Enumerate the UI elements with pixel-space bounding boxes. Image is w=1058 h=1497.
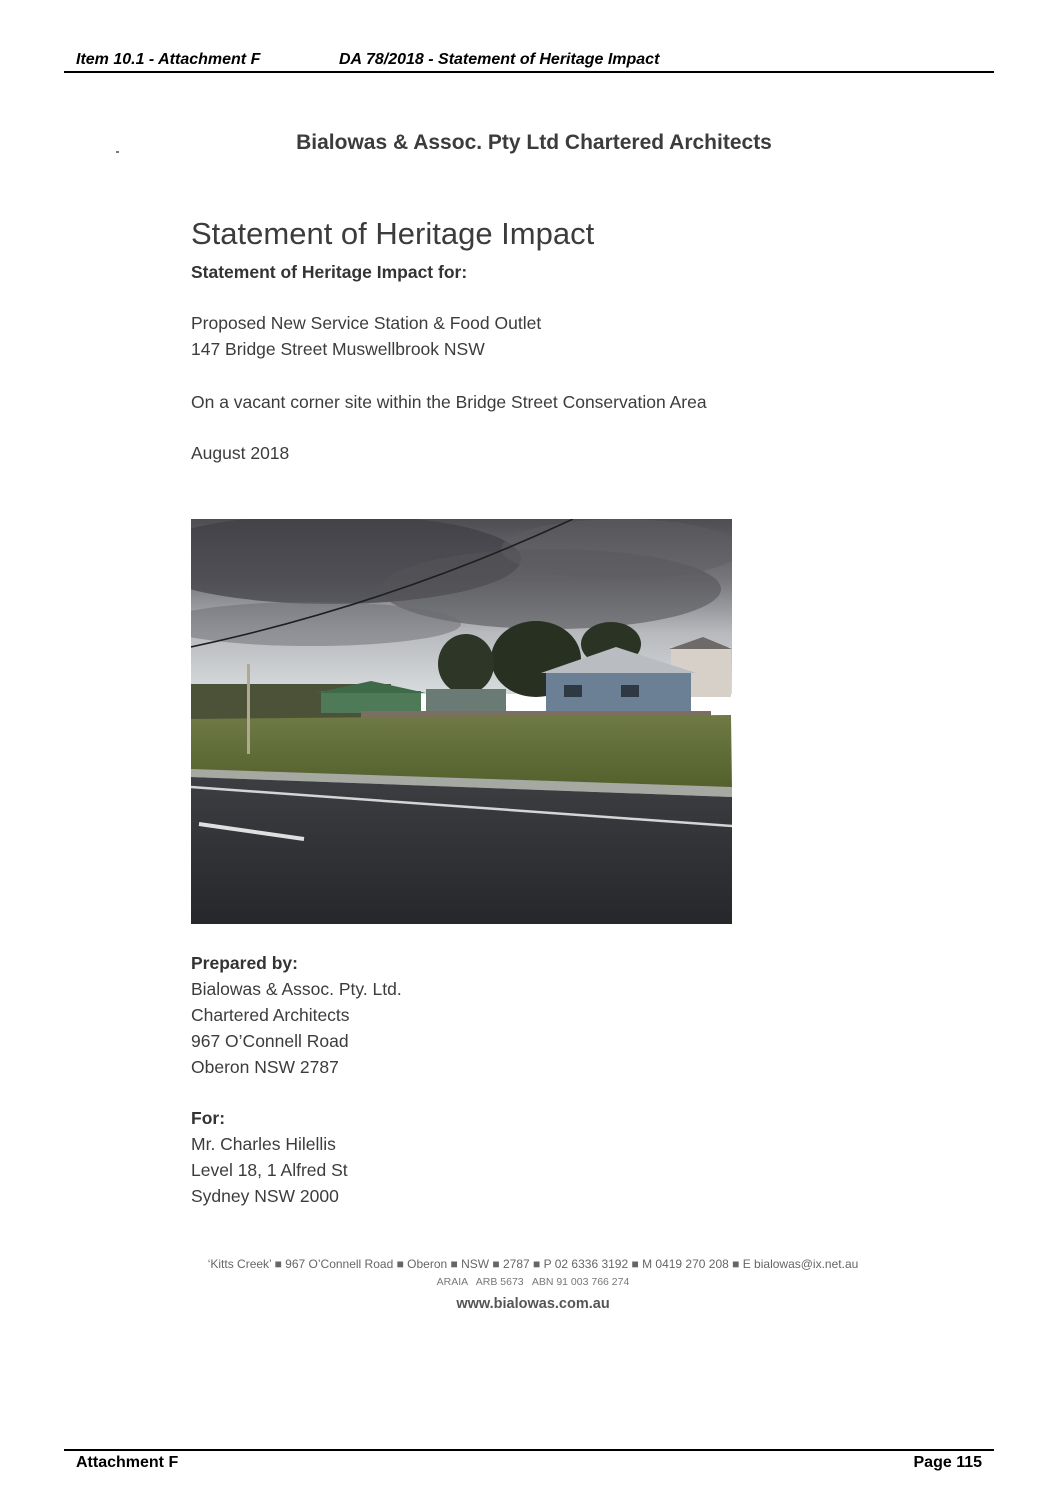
project-line-1: Proposed New Service Station & Food Outlet — [191, 313, 542, 333]
header-doc-title: DA 78/2018 - Statement of Heritage Impact — [339, 51, 660, 68]
for-label: For: — [191, 1108, 226, 1128]
prepared-by-line: Bialowas & Assoc. Pty. Ltd. — [191, 979, 402, 999]
header-rule — [64, 71, 994, 73]
footer-page-number: Page 115 — [913, 1454, 982, 1471]
site-photo — [191, 519, 732, 924]
prepared-by-line: Chartered Architects — [191, 1005, 350, 1025]
document-subtitle: Statement of Heritage Impact for: — [191, 262, 468, 282]
letterhead-contact: ‘Kitts Creek’ ■ 967 O’Connell Road ■ Oberon ■ NSW ■ 2787 ■ P 02 6336 3192 ■ M 0419 270 208 ■ E bialowas@ix.net.au — [207, 1257, 859, 1271]
document-title: Statement of Heritage Impact — [191, 216, 595, 251]
project-site: On a vacant corner site within the Bridge Street Conservation Area — [191, 392, 707, 412]
footer-attachment: Attachment F — [76, 1454, 179, 1471]
for-line: Sydney NSW 2000 — [191, 1186, 339, 1206]
letterhead-registration: ARAIA ARB 5673 ABN 91 003 766 274 — [436, 1276, 630, 1288]
prepared-by-label: Prepared by: — [191, 953, 298, 973]
firm-name: Bialowas & Assoc. Pty Ltd Chartered Architects — [296, 131, 772, 154]
header-item: Item 10.1 - Attachment F — [76, 51, 261, 68]
for-line: Level 18, 1 Alfred St — [191, 1160, 348, 1180]
prepared-by-line: 967 O’Connell Road — [191, 1031, 349, 1051]
prepared-by-line: Oberon NSW 2787 — [191, 1057, 339, 1077]
footer-rule — [64, 1449, 994, 1451]
for-line: Mr. Charles Hilellis — [191, 1134, 336, 1154]
project-line-2: 147 Bridge Street Muswellbrook NSW — [191, 339, 485, 359]
letterhead-website: www.bialowas.com.au — [456, 1296, 610, 1312]
project-date: August 2018 — [191, 443, 290, 463]
